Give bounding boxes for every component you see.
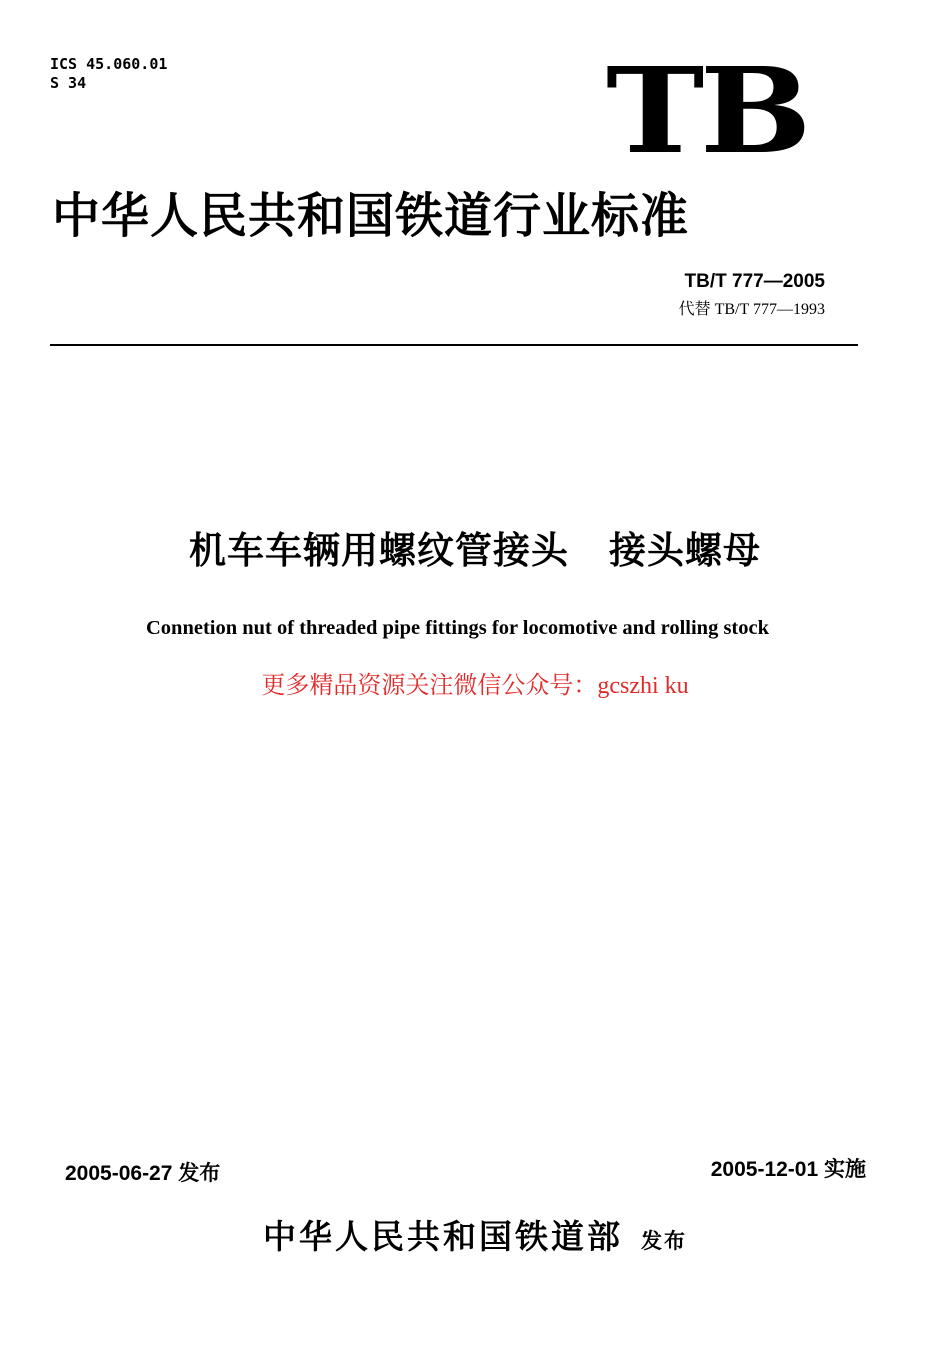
tb-logo: TB	[606, 41, 808, 180]
implementation-date: 2005-12-01 实施	[710, 1158, 866, 1181]
watermark-notice: 更多精品资源关注微信公众号：gcszhi ku	[261, 673, 689, 699]
class-code: S 34	[50, 74, 87, 92]
issuer-line	[0, 1215, 950, 1263]
header-divider	[50, 344, 858, 346]
ics-code: ICS 45.060.01	[50, 55, 168, 73]
issue-date: 2005-06-27 发布	[65, 1162, 221, 1185]
issuing-authority-heading: 中华人民共和国铁道行业标准	[52, 188, 690, 244]
standard-number: TB/T 777—2005	[684, 271, 825, 292]
document-title-en: Connetion nut of threaded pipe fittings for locomotive and rolling stock	[145, 617, 769, 639]
issuer-suffix: 发布	[641, 1229, 687, 1253]
title-cn-part2: 接头螺母	[609, 529, 761, 572]
replaces-standard: 代替 TB/T 777—1993	[678, 301, 825, 318]
issuer-name: 中华人民共和国铁道部	[263, 1217, 623, 1256]
title-cn-part1: 机车车辆用螺纹管接头	[189, 529, 569, 572]
classification-codes	[50, 55, 167, 93]
document-title-cn	[0, 528, 950, 574]
